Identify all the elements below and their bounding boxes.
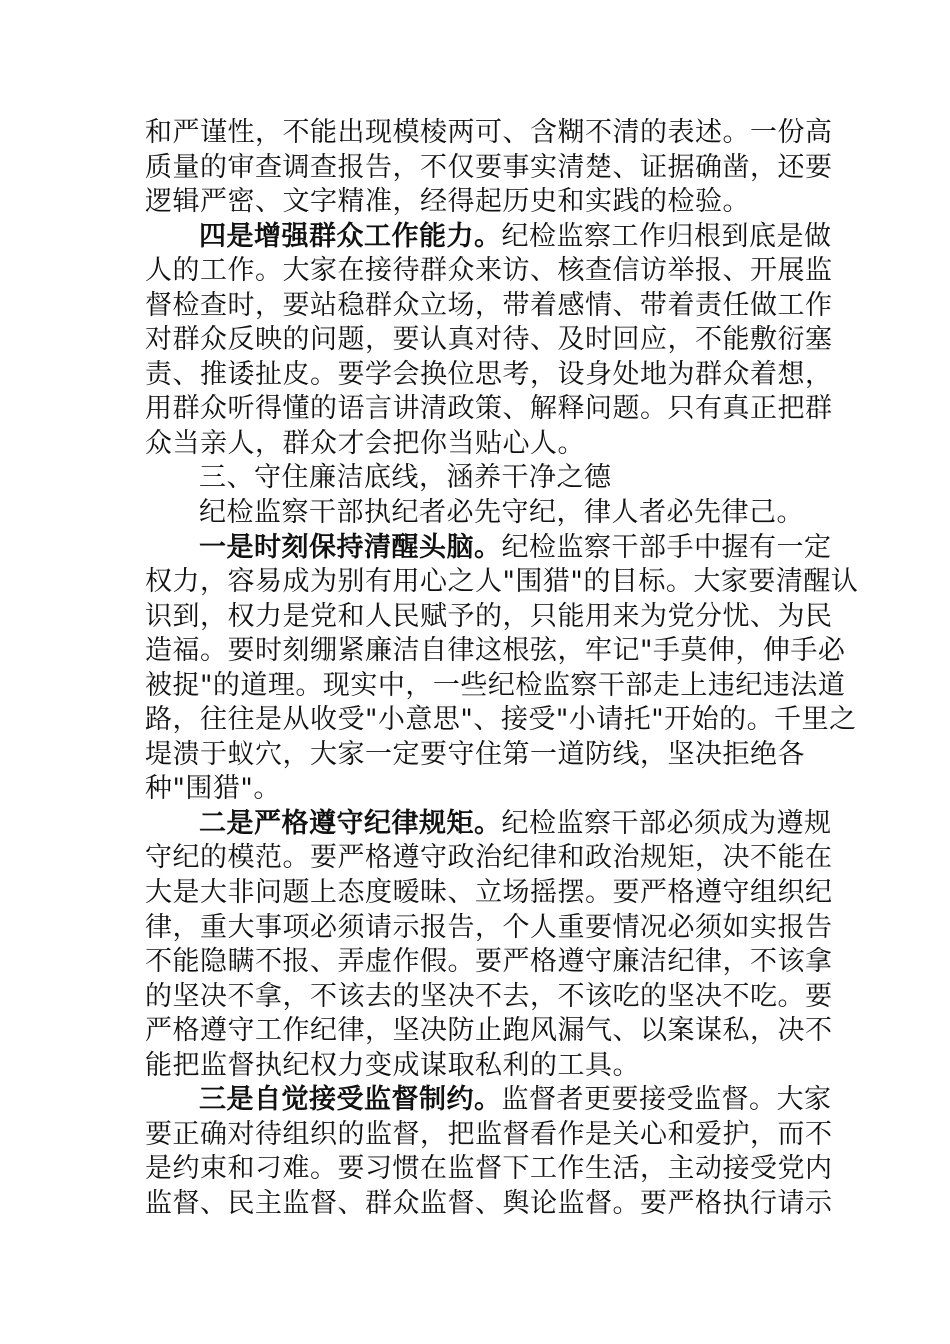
text-line xyxy=(145,496,807,531)
text-line xyxy=(145,185,807,220)
bold-heading-phrase: 二是严格遵守纪律规矩。 xyxy=(199,807,502,839)
body-text: 逻辑严密、文字精准，经得起历史和实践的检验。 xyxy=(145,186,750,218)
body-text: 人的工作。大家在接待群众来访、核查信访举报、开展监 xyxy=(145,255,833,287)
body-text: 大是大非问题上态度暧昧、立场摇摆。要严格遵守组织纪 xyxy=(145,877,833,909)
text-line xyxy=(145,703,857,738)
body-text: 造福。要时刻绷紧廉洁自律这根弦，牢记"手莫伸，伸手必 xyxy=(145,635,846,667)
body-text: 纪检监察干部手中握有一定 xyxy=(501,531,832,563)
bold-heading-phrase: 四是增强群众工作能力。 xyxy=(199,220,502,252)
bold-heading-phrase: 一是时刻保持清醒头脑。 xyxy=(199,531,502,563)
body-text: 众当亲人，群众才会把你当贴心人。 xyxy=(145,427,585,459)
text-line xyxy=(145,531,832,566)
text-line xyxy=(145,841,833,876)
body-text: 的坚决不拿，不该去的坚决不去，不该吃的坚决不吃。要 xyxy=(145,980,833,1012)
text-line xyxy=(145,1187,833,1222)
text-line xyxy=(145,358,833,393)
text-line xyxy=(145,772,807,807)
text-line xyxy=(145,600,833,635)
text-line xyxy=(145,323,833,358)
body-text: 三、守住廉洁底线，涵养干净之德 xyxy=(199,462,612,494)
body-text: 识到，权力是党和人民赋予的，只能用来为党分忧、为民 xyxy=(145,600,833,632)
body-text: 督检查时，要站稳群众立场，带着感情、带着责任做工作 xyxy=(145,289,833,321)
body-text: 守纪的模范。要严格遵守政治纪律和政治规矩，决不能在 xyxy=(145,842,833,874)
body-text: 能把监督执纪权力变成谋取私利的工具。 xyxy=(145,1049,640,1081)
body-text: 被捉"的道理。现实中，一些纪检监察干部走上违纪违法道 xyxy=(145,669,846,701)
body-text: 是约束和刁难。要习惯在监督下工作生活，主动接受党内 xyxy=(145,1153,833,1185)
body-text: 监督者更要接受监督。大家 xyxy=(501,1084,832,1116)
text-line xyxy=(145,289,833,324)
text-line xyxy=(145,980,833,1015)
text-line xyxy=(145,220,832,255)
text-line xyxy=(145,1152,833,1187)
text-line xyxy=(145,669,846,704)
body-text: 权力，容易成为别有用心之人"围猎"的目标。大家要清醒认 xyxy=(145,566,859,598)
body-text: 严格遵守工作纪律，坚决防止跑风漏气、以案谋私，决不 xyxy=(145,1015,833,1047)
body-text: 责、推诿扯皮。要学会换位思考，设身处地为群众着想， xyxy=(145,358,833,390)
body-text: 质量的审查调查报告，不仅要事实清楚、证据确凿，还要 xyxy=(145,151,833,183)
text-line xyxy=(145,151,833,186)
text-line xyxy=(145,116,833,151)
text-line xyxy=(145,461,807,496)
bold-heading-phrase: 三是自觉接受监督制约。 xyxy=(199,1084,502,1116)
text-line xyxy=(145,807,832,842)
text-line xyxy=(145,565,859,600)
text-line xyxy=(145,738,807,773)
text-line xyxy=(145,911,833,946)
text-line xyxy=(145,392,833,427)
body-text: 种"围猎"。 xyxy=(145,773,281,805)
text-line xyxy=(145,634,846,669)
body-text: 监督、民主监督、群众监督、舆论监督。要严格执行请示 xyxy=(145,1187,833,1219)
document-page xyxy=(145,116,859,1222)
text-line xyxy=(145,427,807,462)
body-text: 对群众反映的问题，要认真对待、及时回应，不能敷衍塞 xyxy=(145,324,833,356)
text-line xyxy=(145,1049,807,1084)
body-text: 堤溃于蚁穴，大家一定要守住第一道防线，坚决拒绝各 xyxy=(145,738,805,770)
body-text: 纪检监察工作归根到底是做 xyxy=(501,220,832,252)
body-text: 用群众听得懂的语言讲清政策、解释问题。只有真正把群 xyxy=(145,393,833,425)
text-line xyxy=(145,945,833,980)
body-text: 不能隐瞒不报、弄虚作假。要严格遵守廉洁纪律，不该拿 xyxy=(145,946,833,978)
text-line xyxy=(145,1014,833,1049)
body-text: 要正确对待组织的监督，把监督看作是关心和爱护，而不 xyxy=(145,1118,833,1150)
text-line xyxy=(145,1083,832,1118)
text-line xyxy=(145,254,833,289)
body-text: 和严谨性，不能出现模棱两可、含糊不清的表述。一份高 xyxy=(145,117,833,148)
body-text: 律，重大事项必须请示报告，个人重要情况必须如实报告 xyxy=(145,911,833,943)
body-text: 纪检监察干部必须成为遵规 xyxy=(501,807,832,839)
body-text: 纪检监察干部执纪者必先守纪，律人者必先律己。 xyxy=(199,497,804,529)
body-text: 路，往往是从收受"小意思"、接受"小请托"开始的。千里之 xyxy=(145,704,857,736)
text-line xyxy=(145,1118,833,1153)
text-line xyxy=(145,876,833,911)
